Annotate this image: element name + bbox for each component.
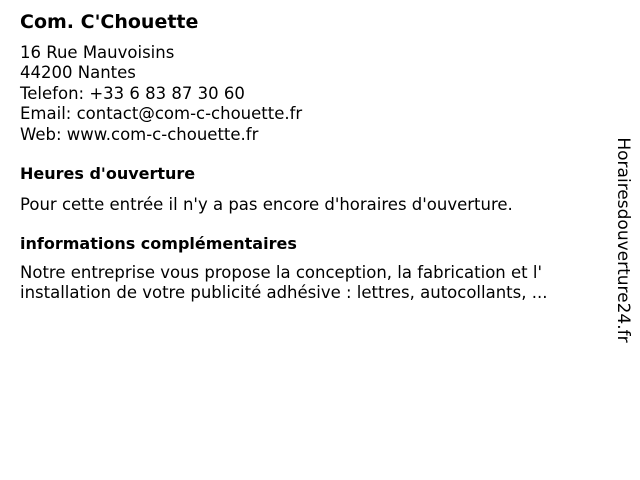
email-line: Email: contact@com-c-chouette.fr xyxy=(20,104,303,124)
additional-info-line-1: Notre entreprise vous propose la conception, la fabrication et l' xyxy=(20,263,542,282)
website-line: Web: www.com-c-chouette.fr xyxy=(20,124,259,144)
opening-hours-text: Pour cette entrée il n'y a pas encore d'horaires d'ouverture. xyxy=(20,195,513,214)
additional-info-heading: informations complémentaires xyxy=(20,234,297,253)
business-name: Com. C'Chouette xyxy=(20,11,199,33)
additional-info-text xyxy=(20,263,547,304)
street-address: 16 Rue Mauvoisins xyxy=(20,43,175,62)
contact-block xyxy=(20,43,302,145)
phone-line: Telefon: +33 6 83 87 30 60 xyxy=(20,83,245,103)
additional-info-line-2: installation de votre publicité adhésive : lettres, autocollants, ... xyxy=(20,283,548,303)
site-watermark: Horairesdouverture24.fr xyxy=(613,137,633,343)
city-postcode: 44200 Nantes xyxy=(20,63,136,83)
opening-hours-heading: Heures d'ouverture xyxy=(20,164,196,183)
